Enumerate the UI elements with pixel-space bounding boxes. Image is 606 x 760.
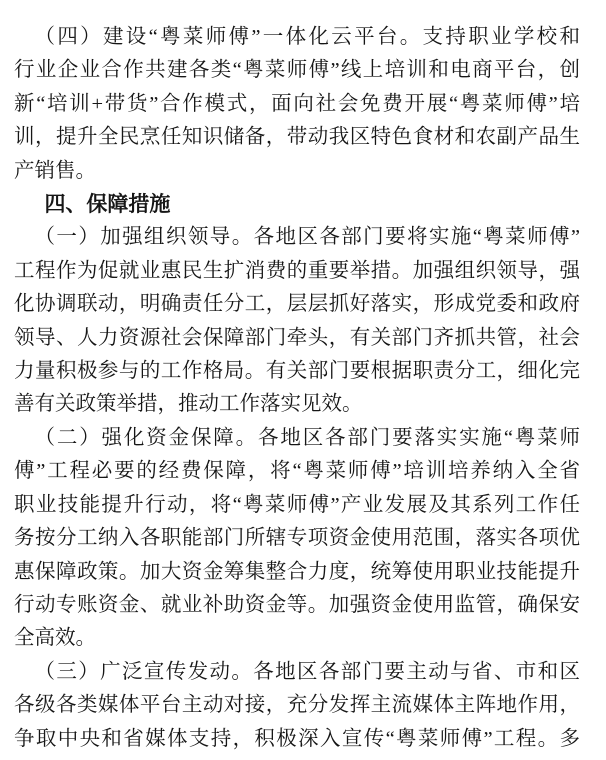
paragraph-item-1-organization-leadership	[14, 221, 580, 421]
paragraph-line: 工程作为促就业惠民生扩消费的重要举措。加强组织领导，强	[14, 259, 580, 282]
paragraph-line: （三）广泛宣传发动。各地区各部门要主动与省、市和区	[34, 660, 580, 683]
paragraph-line: （二）强化资金保障。各地区各部门要落实实施“粤菜师	[34, 426, 580, 449]
paragraph-item-2-funding-guarantee	[14, 422, 580, 656]
paragraph-line: 务按分工纳入各职能部门所辖专项资金使用范围，落实各项优	[14, 527, 580, 550]
paragraph-line: 争取中央和省媒体支持，积极深入宣传“粤菜师傅”工程。多	[14, 727, 580, 750]
paragraph-line: 新“培训+带货”合作模式，面向社会免费开展“粤菜师傅”培	[14, 92, 580, 115]
section-heading-safeguard-measures	[14, 188, 580, 221]
paragraph-line: 善有关政策举措，推动工作落实见效。	[14, 393, 363, 416]
paragraph-line: 力量积极参与的工作格局。有关部门要根据职责分工，细化完	[14, 360, 580, 383]
paragraph-line: 训，提升全民烹任知识储备，带动我区特色食材和农副产品生	[14, 126, 580, 149]
paragraph-item-4-cloud-platform	[14, 21, 580, 188]
paragraph-line: 各级各类媒体平台主动对接，充分发挥主流媒体主阵地作用，	[14, 694, 580, 717]
paragraph-line: 行动专账资金、就业补助资金等。加强资金使用监管，确保安	[14, 593, 580, 616]
paragraph-line: 惠保障政策。加大资金筹集整合力度，统筹使用职业技能提升	[14, 560, 580, 583]
document-text-body	[14, 21, 580, 756]
paragraph-line: （一）加强组织领导。各地区各部门要将实施“粤菜师傅”	[34, 226, 580, 249]
paragraph-line: 行业企业合作共建各类“粤菜师傅”线上培训和电商平台，创	[14, 59, 580, 82]
section-heading: 四、保障措施	[44, 193, 171, 217]
paragraph-line: 化协调联动，明确责任分工，层层抓好落实，形成党委和政府	[14, 293, 580, 316]
paragraph-line: 傅”工程必要的经费保障，将“粤菜师傅”培训培养纳入全省	[14, 460, 580, 483]
paragraph-line: （四）建设“粤菜师傅”一体化云平台。支持职业学校和	[34, 26, 580, 48]
paragraph-line: 领导、人力资源社会保障部门牵头，有关部门齐抓共管，社会	[14, 326, 580, 349]
paragraph-item-3-publicity	[14, 656, 580, 756]
paragraph-line: 产销售。	[14, 159, 96, 182]
paragraph-line: 职业技能提升行动，将“粤菜师傅”产业发展及其系列工作任	[14, 493, 580, 516]
paragraph-line: 全高效。	[14, 627, 96, 650]
